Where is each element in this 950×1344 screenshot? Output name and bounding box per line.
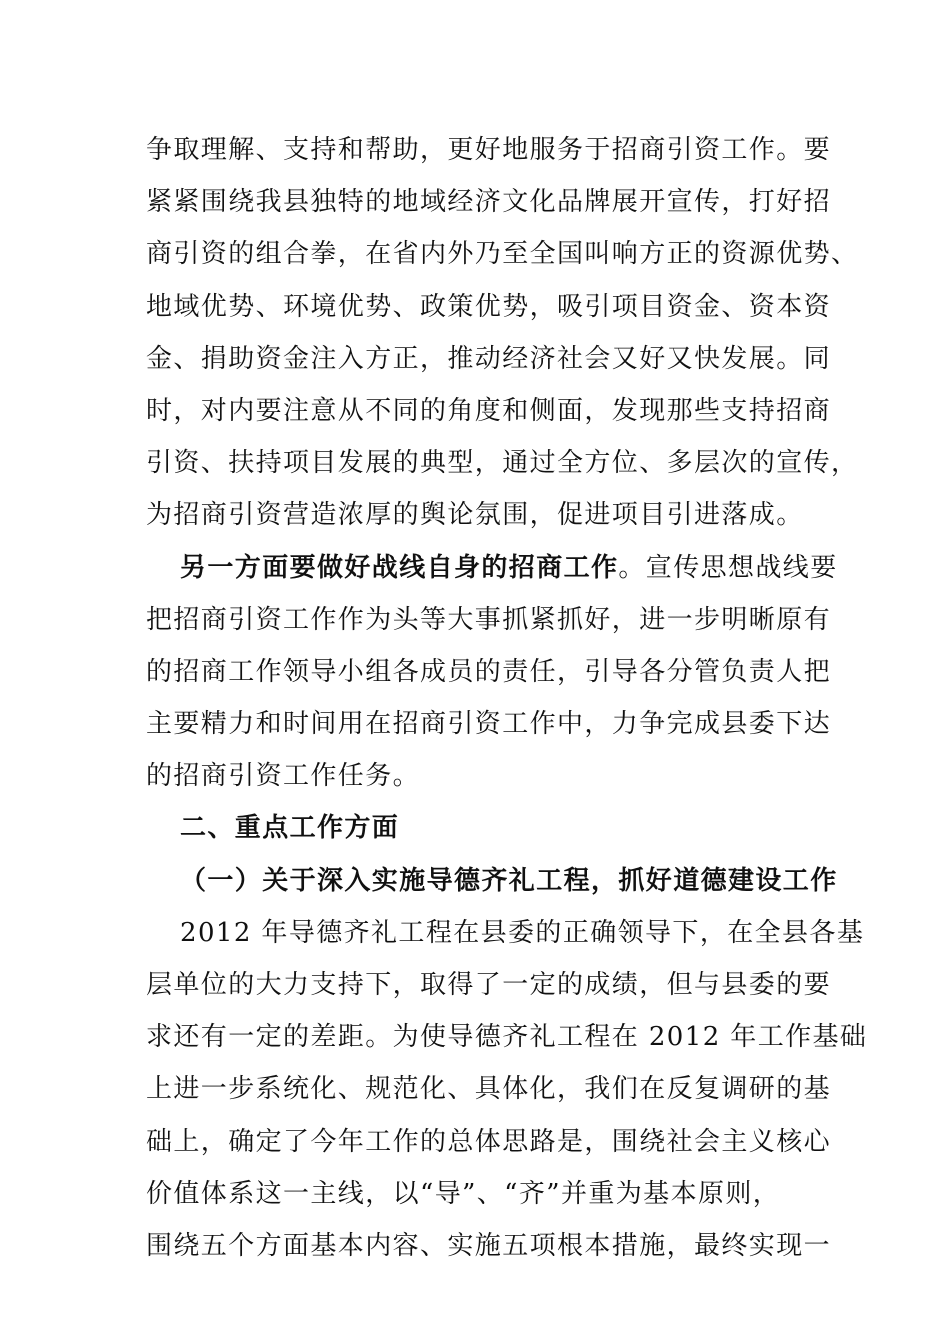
para3-line-1: 2012 年导德齐礼工程在县委的正确领导下，在全县各基 [180, 917, 865, 948]
para2-line-3: 的招商工作领导小组各成员的责任，引导各分管负责人把 [146, 656, 832, 687]
para2-line-5: 的招商引资工作任务。 [146, 761, 421, 792]
para1-line-6: 时，对内要注意从不同的角度和侧面，发现那些支持招商 [146, 395, 832, 426]
para3-line-7: 围绕五个方面基本内容、实施五项根本措施，最终实现一 [146, 1230, 832, 1261]
para2-line-2: 把招商引资工作作为头等大事抓紧抓好，进一步明晰原有 [146, 604, 832, 635]
para3-line-6: 价值体系这一主线，以“导”、“齐”并重为基本原则， [146, 1178, 781, 1209]
document-body [146, 124, 868, 1272]
para1-line-8: 为招商引资营造浓厚的舆论氛围，促进项目引进落成。 [146, 500, 804, 531]
para1-line-7: 引资、扶持项目发展的典型，通过全方位、多层次的宣传， [146, 448, 859, 479]
subsection-heading: （一）关于深入实施导德齐礼工程，抓好道德建设工作 [180, 865, 838, 896]
para1-line-3: 商引资的组合拳，在省内外乃至全国叫响方正的资源优势、 [146, 239, 859, 270]
para3-line-2: 层单位的大力支持下，取得了一定的成绩，但与县委的要 [146, 970, 832, 1000]
para2-line-4: 主要精力和时间用在招商引资工作中，力争完成县委下达 [146, 709, 832, 740]
para2-bold-lead: 另一方面要做好战线自身的招商工作 [180, 552, 619, 583]
para3-line-3: 求还有一定的差距。为使导德齐礼工程在 2012 年工作基础 [146, 1022, 868, 1053]
para1-line-1: 争取理解、支持和帮助，更好地服务于招商引资工作。要 [146, 135, 832, 165]
para1-line-5: 金、捐助资金注入方正，推动经济社会又好又快发展。同 [146, 343, 832, 374]
para3-line-4: 上进一步系统化、规范化、具体化，我们在反复调研的基 [146, 1074, 832, 1105]
para2-first-line [146, 542, 838, 594]
para3-line-5: 础上，确定了今年工作的总体思路是，围绕社会主义核心 [146, 1126, 832, 1157]
section-heading: 二、重点工作方面 [180, 813, 400, 844]
para1-line-2: 紧紧围绕我县独特的地域经济文化品牌展开宣传，打好招 [146, 187, 832, 218]
para2-first-rest: 。宣传思想战线要 [618, 552, 838, 583]
para1-line-4: 地域优势、环境优势、政策优势，吸引项目资金、资本资 [146, 291, 832, 322]
